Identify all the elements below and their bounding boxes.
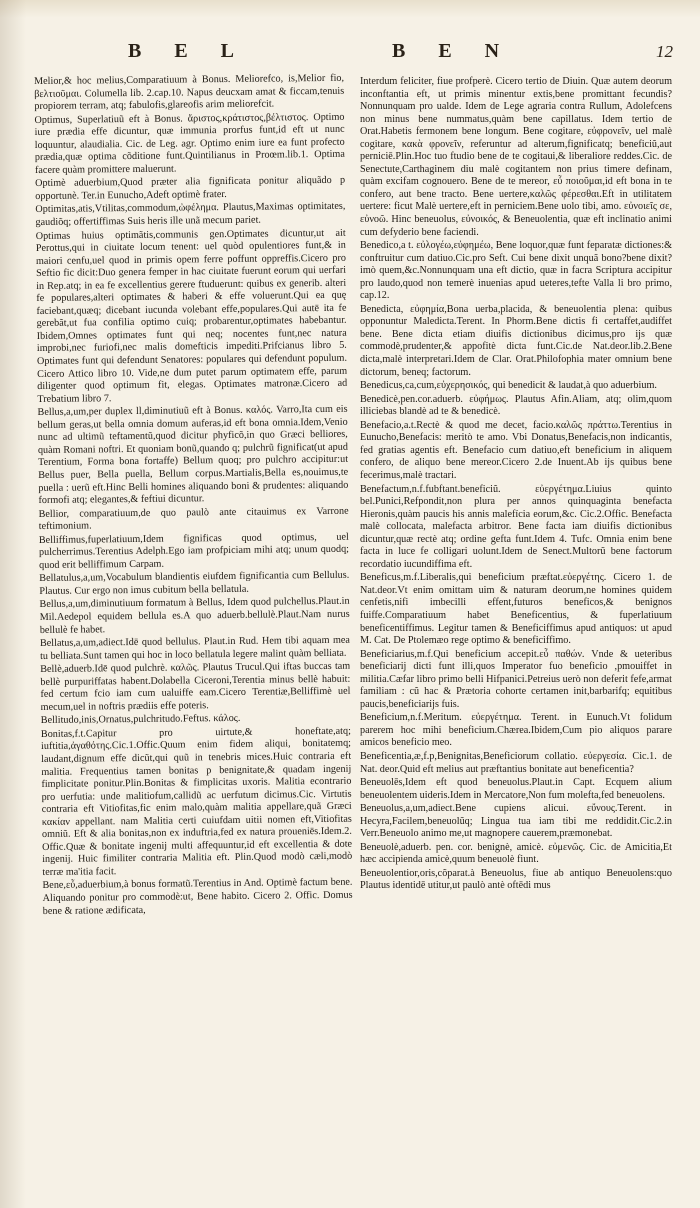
dictionary-entry: Bellus,a,um,diminutiuum formatum à Bellus, Idem quod pulchellus.Plaut.in Mil.Aedepol equidem bellula es.A quo aduerb.bellulè.Plaut.Nam nurus bellulè fe habet.: [39, 596, 350, 636]
dictionary-entry: Optimas huius optimãtis,communis gen.Optimates dicuntur,ut ait Perottus,qui in ciuitate locum tenent: uel quòd opulentiores funt,& in maiori cenfu,uel quod in primis opem ferre poffunt oppreffis.Cicero pro Seftio fic dicit:Duo genera femper in hac ciuitate fuerunt eorum qui uerfari in Rep.atq; in ea fe excellentius gerere ftuduerunt: quibus ex generib. alteri fe populares,alteri optimates & haberi & effe voluerunt.Qui ea quę faciebant,quæq; dicebant iucunda volebant effe,populares.Qui autē ita fe gerebãt,ut fua confilia optimo cuiq; probarentur,optimates habebantur. Ibidem,Omnes optimates funt qui neq; nocentes funt,nec natura improbi,nec furiofi,nec malis domefticis impediti.Prifcianus libro 5. Optimates funt qui defendunt Senatores: populares qui defendunt populum. Cicero Attico libro 10. Vide,ne dum putet parum optimatem effe, parum diligenter quod optimum fit, elegas. Optimates matronæ.Cicero ad Trebatium libro 7.: [35, 227, 348, 405]
dictionary-entry: Bellus,a,um,per duplex ll,diminutiuũ eft à Bonus. καλός. Varro,Ita cum eis bellum geras,ut bella omnia domum auferas,id eft bona omnia.Idem,Venio nunc ad ultimũ teftamentũ,quod dicitur phyficõ,in quo Græci belliores, quàm Romani noftri. Et quoniam bonũ,quando q; pulchrũ fignificat(ut apud Terentium, Forma bona fortaffe) Bellum quoq; pro pulchro accipitur:ut Bellus puer, Bella puella, Bellum corpus.Martialis,Bella es,nouimus,te puella : uerũ eft.Hinc Belli homines aliquando boni & prudentes: aliquando formofi atq; elegantes,& feftiui dicuntur.: [37, 403, 349, 507]
dictionary-entry: Beneuolè,aduerb. pen. cor. benignè, amicè. εὐμενῶς. Cic. de Amicitia,Et hæc accipienda amicè,quum beneuolè fiunt.: [360, 841, 672, 866]
running-head-right: B E N: [392, 40, 514, 62]
dictionary-entry: Benedicè,pen.cor.aduerb. εὐφήμως. Plautus Afin.Aliam, atq; olim,quom illiciebas blandè ad te & benedicè.: [360, 393, 672, 418]
dictionary-entry: Benefacio,a.t.Rectè & quod me decet, facio.καλῶς πράττω.Terentius in Eunucho,Benefacis: meritò te amo. Vbi Donatus,Benefacis,non indicantis, fed gratias agentis eft. Benefacio cum datiuo,eft beneficium in aliquem confero, de aliquo bene mereor.Cicero 2.de Inuent.Ab ijs quibus bene fecerimus,malè tractari.: [360, 419, 672, 481]
dictionary-entry: Optimitas,atis,Vtilitas,commodum,ὠφέλημα. Plautus,Maximas optimitates, gaudiõq; offertiffimas Suis heris ille unã mecum pariet.: [35, 201, 346, 229]
gutter-shadow: [0, 0, 26, 1208]
dictionary-entry: Optimus, Superlatiuũ eft à Bonus. ἄριστος,κράτιστος,βέλτιστος. Optimo iure prædia effe dicuntur, quæ immunia prorfus funt,id eft ut nunc loquuntur, alaudialia. Cic. de Leg. agr. Optimo enim iure ea funt profecto prædia,quæ optima cõditione funt.Quintilianus in Proœm.lib.1. Optima facere quàm promittere maluerunt.: [34, 111, 345, 176]
dictionary-entry: Bellè,aduerb.Idē quod pulchrè. καλῶς. Plautus Trucul.Qui iftas buccas tam bellè purpuriffatas habent.Dolabella Ciceroni,Terentia minus bellè habuit: fed certum fcio iam cum ualuiffe eam.Cicero Terentiæ,Belliffimè uel mecum,uel in noftris prædiis effe poteris.: [40, 660, 351, 713]
dictionary-entry: Melior,& hoc melius,Comparatiuum à Bonus. Meliorefco, is,Melior fio, βελτιοῦμαι. Columella lib. 2.cap.10. Napus deucxam amat & ficcam,tenuis propiorem terram, atq; fabulofis,glareofis arim meliorefcit.: [34, 72, 345, 113]
dictionary-entry: Bellior, comparatiuum,de quo paulò ante citauimus ex Varrone teftimonium.: [38, 505, 349, 533]
dictionary-entry: Benedicta, εὐφημία,Bona uerba,placida, & beneuolentia plena: quibus opponuntur Maledicta.Terent. In Phorm.Bene dictis fi certaffet,audiffet bene. Bene dicta etiam diuifis dictionibus dicimus,pro ijs quæ commodè,prudenter,& appofitè dicta funt.Cic.de Nat.deor.lib.2.Bene dicta,malè interpretari.Idem de Clar. Orat.Philofophia mater omnium bene dictorum, beneq; factorum.: [360, 303, 672, 378]
dictionary-entry: Bellitudo,inis,Ornatus,pulchritudo.Feftus. κάλος.: [40, 713, 241, 727]
right-column: [360, 76, 672, 1188]
dictionary-entry: Bene,εὖ,aduerbium,à bonus formatũ.Terentius in And. Optimè factum bene. Aliquando ponitur pro commodè:ut, Bene habito. Cicero 2. Offic. Domus bene & ratione ædificata,: [42, 877, 353, 917]
dictionary-entry: Beneuolentior,oris,cõparat.à Beneuolus, fiue ab antiquo Beneuolens:quo Plautus identidē utitur,ut paulò antè oftēdi mus: [360, 867, 672, 892]
page-number: 12: [656, 42, 673, 61]
dictionary-entry: Bonitas,f.t.Capitur pro uirtute,& honeftate,atq; iuftitia,ἀγαθότης.Cic.1.Offic.Quum enim fidem aliqui, bonitatemq; laudant,dignum effe dicũt,qui quũ in tenebris mices.Huic contraria eft malitia. Frequentius tamen bonitas p benignitate,& quadam ingenij fimplicitate ponitur.Plin.Bonitas & fimplicitas uxoris. Malitia econtrario pro uerfutia: unde malitiofum,callidũ ac uerfutum dicimus.Cic. Virtutis contraria eft Vitiofitas,fic enim malo,quàm malitia appellare,quã Græci κακίαν appellant. nam Malitia certi cuiufdam uitii nomen eft,Vitiofitas omniũ. Eft & alia bonitas,non ex induftria,fed ex natura proueniēs.Idem.2. Offic.Quæ & bonitate ingenij multi affequuntur,id eft excellentia & dote ingenij. Huic fimiliter contraria Malitia eft. Plin.Quod modò cæli,modò terræ ma'itia facit.: [40, 725, 353, 878]
dictionary-entry: Beneficium,n.f.Meritum. εὐεργέτημα. Terent. in Eunuch.Vt folidum parerem hoc mihi beneficium.Chærea.Ibidem,Cum pio aliquos parare amicos beneficio meo.: [360, 712, 672, 749]
dictionary-entry: Benefactum,n.f.fubftant.beneficiũ. εὐεργέτημα.Liuius quinto bel.Punici,Refpondit,non plura per annos quinquaginta benefacta Hieronis,quàm paucis his annis malefícia eorum,&c. Cic.2.Offic. Benefacta malè collocata, malefacta arbitror. Bene facta iam diuifis dictionibus dicuntur,quæ rectè atq; ordine gefta funt.Idem 4. Tufc. Omnia enim bene facta in luce fe colligari uolunt.Idem de Senect.Multorũ bene factorum recordatio iucundiffima eft.: [360, 483, 672, 570]
dictionary-entry: Beneuolus,a,um,adiect.Bene cupiens alicui. εὔνους.Terent. in Hecyra,Facilem,beneuolũq; Lingua tua iam tibi me reddidit.Cic.2.in Verr.Beneuolo animo me,ut magnopere cauerem,præmonebat.: [360, 803, 672, 840]
dictionary-entry: Interdum feliciter, fiue profperè. Cicero tertio de Diuin. Quæ autem deorum inconftantia eft, ut primis minentur extis,bene promittant fecundis? Nonnunquam pro ualde. Idem de Lege agraria contra Rullum, Adolefcens non minus bene nummatus,quàm bene capillatus. Idem tertio de Orat.Habetis fermonem bene longum. Bene cogitare, εὐφρονεῖν, uel malè cogitare, κακὰ φρονεῖν, referuntur ad alterum,fignificatq; beneficiũ,aut perniciē.Plin.Hoc tuo ftudio bene de te cogitaui,& liberaliore reddes.Cic. de Senectute,Carthaginem diu malè cogitantem non prius timere definam, quàm excifam cognouero. Bene de te mereor, εὖ ποιοῦμαι,id eft bona in te confero, aut bene tracto. Bene uertere,καλῶς φέρεσθαι.Eft in utilitatem uertere: ficut Malè uertere,eft in perniciem.Bene uolo tibi, amo. εὐνοιεῖς σε, εὐνοῶ. Hinc beneuolus, εὐνοικός, & Beneuolentia, quæ eft inclinatio animi cum defyderio bene faciendi.: [360, 76, 672, 238]
dictionary-entry: Optimè aduerbium,Quod præter alia fignificata ponitur aliquãdo p opportunè. Ter.in Eunucho,Adeft optimè frater.: [35, 175, 346, 202]
dictionary-entry: Bellatulus,a,um,Vocabulum blandientis eiufdem fignificantia cum Bellulus. Plautus. Cur ergo non imus cubitum bella bellatula.: [39, 570, 350, 597]
dictionary-entry: Bellatus,a,um,adiect.Idē quod bellulus. Plaut.in Rud. Hem tibi aquam mea tu belliata.Sunt tamen qui hoc in loco bellatula legere malint quàm belliata.: [39, 634, 350, 662]
left-column: [34, 73, 356, 1188]
dictionary-entry: Benedicus,ca,cum,εὐχερησικός, qui benedicit & laudat,à quo aduerbium.: [360, 380, 657, 392]
dictionary-entry: Beneuolēs,Idem eft quod beneuolus.Plaut.in Capt. Ecquem alium beneuolentem uideris.Idem in Mercatore,Non fum molefta,fed beneuolens.: [360, 777, 672, 801]
dictionary-entry: Beneficus,m.f.Liberalis,qui beneficium præftat.εὐεργέτης. Cicero 1. de Nat.deor.Vt enim omittam uim & naturam deorum,ne homines quidem cenfetis,nifi imbecilli effent,futuros beneficos,& benignos fuiffe.Comparatiuum habet Beneficentius, & fuperlatiuum beneficentiffimus. Legitur tamen & Beneficiffimus apud antiquos: ut apud M. Cat. De Ptolemæo rege optimo & beneficiffimo.: [360, 572, 672, 647]
dictionary-entry: Benedico,a t. εὐλογέω,εὐφημέω, Bene loquor,quæ funt feparatæ dictiones:& conftruitur cum datiuo.Cic.pro Seft. Cui bene dixit unquã bono?bene dixit?imò quem,&c.Nonnunquam una eft dictio, quæ in facra Scriptura accipitur pro laudo,quod non temerè inuenias apud ueteres,tefte Valla li bro primo, cap.12.: [360, 240, 672, 302]
dictionary-entry: Beneficentia,æ,f.p,Benignitas,Beneficiorum collatio. εὐεργεσία. Cic.1. de Nat. deor.Quid eft melius aut præftantius bonitate aut beneficentia?: [360, 750, 672, 775]
dictionary-entry: Beneficiarius,m.f.Qui beneficium accepit.εὖ παθών. Vnde & ueteribus beneficiarij dicti funt illi,quos Imperator fuo beneficio ,pmouiffet in militia.Cæfar libro primo belli Hifpanici.Petreius uerò non deferit fefe,armat familiam : cũ hac & Prætoria cohorte certamen init,barbarifq; equitibus paucis,beneficiarijs fuis.: [360, 648, 672, 710]
dictionary-entry: Belliffimus,fuperlatiuum,Idem fignificas quod optimus, uel pulcherrimus.Terentius Adelph.Ego iam profpiciam mihi atq; unum quodq; quod erit belliffimum Carpam.: [38, 531, 350, 571]
running-head-left: B E L: [128, 40, 249, 62]
